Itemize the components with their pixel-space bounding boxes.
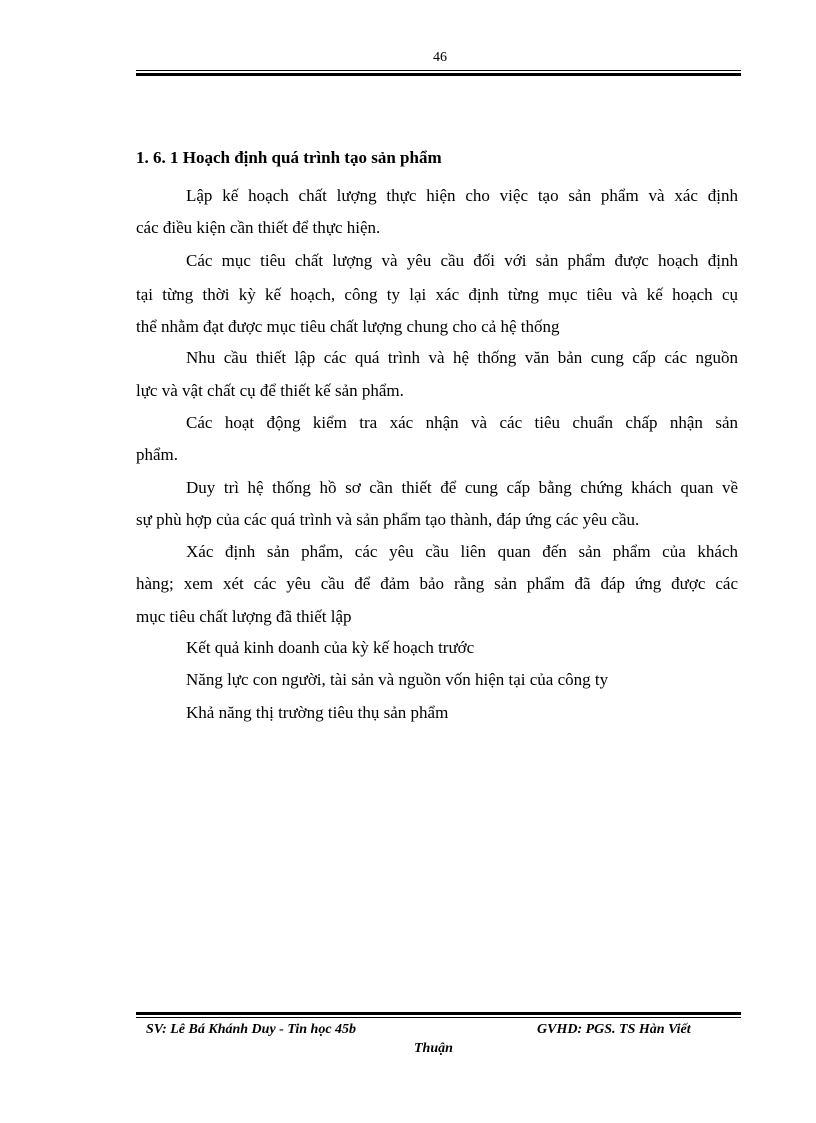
paragraph-line: Xác định sản phẩm, các yêu cầu liên quan đến sản phẩm của khách [186, 542, 738, 561]
paragraph-line: phẩm. [136, 445, 179, 464]
paragraph-line: Các hoạt động kiểm tra xác nhận và các tiêu chuẩn chấp nhận sản [186, 413, 738, 432]
paragraph-line: Duy trì hệ thống hồ sơ cần thiết để cung cấp bằng chứng khách quan về [186, 478, 738, 497]
footer-advisor-cont: Thuận [414, 1041, 453, 1056]
footer-advisor: GVHD: PGS. TS Hàn Viết [537, 1022, 691, 1037]
paragraph-line: Các mục tiêu chất lượng và yêu cầu đối với sản phẩm được hoạch định [186, 251, 738, 270]
paragraph-line: sự phù hợp của các quá trình và sản phẩm tạo thành, đáp ứng các yêu cầu. [136, 510, 640, 529]
paragraph-line: lực và vật chất cụ để thiết kế sản phẩm. [136, 381, 404, 400]
paragraph-line: Kết quả kinh doanh của kỳ kế hoạch trước [186, 638, 475, 657]
header-rule-thick [136, 73, 741, 76]
paragraph-line: Nhu cầu thiết lập các quá trình và hệ thống văn bản cung cấp các nguồn [186, 348, 738, 367]
paragraph-line: Năng lực con người, tài sản và nguồn vốn hiện tại của công ty [186, 670, 609, 689]
paragraph-line: các điều kiện cần thiết để thực hiện. [136, 218, 381, 237]
header-rule-thin [136, 70, 741, 71]
paragraph-line: Khả năng thị trường tiêu thụ sản phẩm [186, 703, 449, 722]
paragraph-line: thể nhằm đạt được mục tiêu chất lượng chung cho cả hệ thống [136, 317, 560, 336]
footer-rule-thin [136, 1017, 741, 1018]
footer-student: SV: Lê Bá Khánh Duy - Tin học 45b [146, 1022, 357, 1037]
section-heading: 1. 6. 1 Hoạch định quá trình tạo sản phẩm [136, 148, 442, 167]
footer-rule-thick [136, 1012, 741, 1015]
paragraph-line: mục tiêu chất lượng đã thiết lập [136, 607, 352, 626]
paragraph-line: Lập kế hoạch chất lượng thực hiện cho việc tạo sản phẩm và xác định [186, 186, 738, 205]
paragraph-line: tại từng thời kỳ kế hoạch, công ty lại xác định từng mục tiêu và kế hoạch cụ [136, 285, 738, 304]
paragraph-line: hàng; xem xét các yêu cầu để đảm bảo rằng sản phẩm đã đáp ứng được các [136, 574, 738, 593]
page-number: 46 [433, 50, 447, 65]
